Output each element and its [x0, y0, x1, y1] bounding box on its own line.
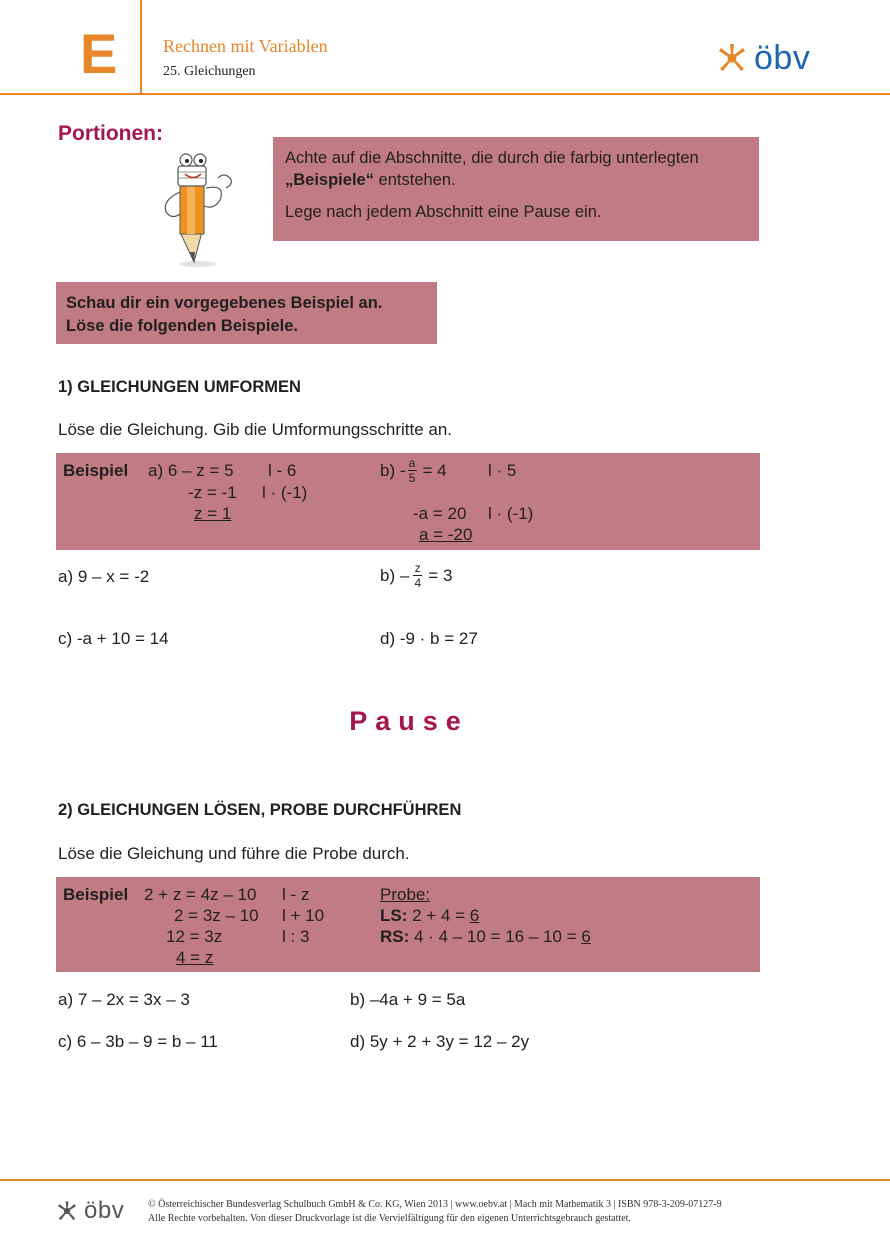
- info-line-2: [285, 169, 747, 191]
- example-a-op2: l · (-1): [262, 483, 308, 502]
- fraction-numerator: a: [408, 456, 416, 470]
- chapter-title: Rechnen mit Variablen: [163, 36, 328, 56]
- fraction: [413, 562, 422, 589]
- task-1a: a) 9 – x = -2: [58, 567, 150, 586]
- pencil-mascot-icon: [158, 148, 246, 270]
- task-line-1: Schau dir ein vorgegebenes Beispiel an.: [66, 294, 383, 312]
- publisher-logo-text: öbv: [754, 39, 811, 77]
- fraction: [408, 457, 417, 484]
- example-result: 4 = z: [176, 948, 214, 967]
- task-line-2: Löse die folgenden Beispiele.: [66, 317, 298, 335]
- publisher-logo: [716, 38, 810, 78]
- example-a-eq2: -z = -1: [188, 483, 237, 502]
- probe-rs-result: 6: [581, 927, 591, 946]
- task-1b-rhs: = 3: [428, 565, 453, 585]
- info-rest: entstehen.: [373, 171, 456, 189]
- footer-logo-text: öbv: [84, 1197, 125, 1224]
- probe-ls-label: LS:: [380, 906, 408, 925]
- task-2d: d) 5y + 2 + 3y = 12 – 2y: [350, 1032, 530, 1051]
- task-2c: c) 6 – 3b – 9 = b – 11: [58, 1032, 218, 1051]
- example-eq2: 2 = 3z – 10: [174, 906, 259, 925]
- publisher-star-icon: [716, 42, 748, 74]
- task-2a: a) 7 – 2x = 3x – 3: [58, 990, 190, 1009]
- info-quote: „Beispiele“: [285, 171, 374, 189]
- example-b-op2: l · (-1): [488, 504, 534, 523]
- portionen-label: Portionen:: [58, 122, 163, 145]
- task-box: [56, 282, 437, 344]
- example-b-eq2: -a = 20: [413, 504, 467, 523]
- task-1b-prefix: b) –: [380, 565, 410, 585]
- probe-rs: [380, 927, 591, 947]
- footer-star-icon: [56, 1200, 78, 1222]
- task-1d: d) -9 · b = 27: [380, 629, 478, 648]
- fraction-denominator: 4: [414, 576, 422, 590]
- example-b-eq1: [380, 457, 447, 484]
- section2-example-box: [56, 877, 760, 972]
- example-op3: l : 3: [282, 927, 310, 946]
- probe-label: Probe:: [380, 885, 431, 904]
- probe-ls-expr: 2 + 4 =: [407, 906, 470, 925]
- task-1c: c) -a + 10 = 14: [58, 629, 169, 648]
- footer-line-1: © Österreichischer Bundesverlag Schulbuch GmbH & Co. KG, Wien 2013 | www.oebv.at | Mach mit Mathematik 3 | ISBN 978-3-209-07127-9: [148, 1199, 722, 1210]
- section1-heading: 1) GLEICHUNGEN UMFORMEN: [58, 378, 301, 396]
- section2-heading: 2) GLEICHUNGEN LÖSEN, PROBE DURCHFÜHREN: [58, 801, 462, 819]
- footer-line-2: Alle Rechte vorbehalten. Von dieser Druckvorlage ist die Vervielfältigung für den eigenen Unterrichtsgebrauch gestattet.: [148, 1213, 631, 1224]
- section1-instruction: Löse die Gleichung. Gib die Umformungsschritte an.: [58, 420, 453, 439]
- footer-logo: [56, 1199, 124, 1223]
- info-line-1: Achte auf die Abschnitte, die durch die farbig unterlegten: [285, 149, 699, 167]
- chapter-subtitle: 25. Gleichungen: [163, 64, 256, 79]
- header-divider-vertical: [140, 0, 142, 94]
- section2-instruction: Löse die Gleichung und führe die Probe durch.: [58, 844, 410, 863]
- chapter-letter: E: [80, 22, 118, 85]
- task-1b: [380, 562, 452, 589]
- probe-ls-result: 6: [469, 906, 480, 925]
- example-eq1: 2 + z = 4z – 10: [144, 885, 257, 904]
- example-a-result: z = 1: [194, 504, 232, 523]
- example-op2: l + 10: [282, 906, 325, 925]
- example-b-rhs: = 4: [422, 460, 447, 480]
- example-label: Beispiel: [63, 885, 129, 904]
- section1-example-box: [56, 453, 760, 550]
- example-a-op1: l - 6: [268, 461, 297, 480]
- footer-divider: [0, 1179, 890, 1181]
- example-b-result: a = -20: [419, 525, 473, 544]
- footer-copyright: [148, 1198, 722, 1226]
- probe-rs-label: RS:: [380, 927, 410, 946]
- info-line-3: Lege nach jedem Abschnitt eine Pause ein.: [285, 203, 602, 221]
- task-2b: b) –4a + 9 = 5a: [350, 990, 466, 1009]
- example-b-prefix: b) -: [380, 460, 406, 480]
- probe-rs-expr: 4 · 4 – 10 = 16 – 10 =: [409, 927, 582, 946]
- example-label: Beispiel: [63, 461, 129, 480]
- probe-ls: [380, 906, 479, 926]
- info-box: [273, 137, 759, 241]
- example-op1: l - z: [282, 885, 310, 904]
- example-b-op1: l · 5: [488, 461, 517, 480]
- fraction-denominator: 5: [408, 471, 416, 485]
- example-a-eq1: a) 6 – z = 5: [148, 461, 234, 480]
- header-divider-horizontal: [0, 93, 890, 95]
- fraction-numerator: z: [414, 561, 421, 575]
- example-eq3: 12 = 3z: [166, 927, 223, 946]
- pause-heading: Pause: [349, 706, 469, 736]
